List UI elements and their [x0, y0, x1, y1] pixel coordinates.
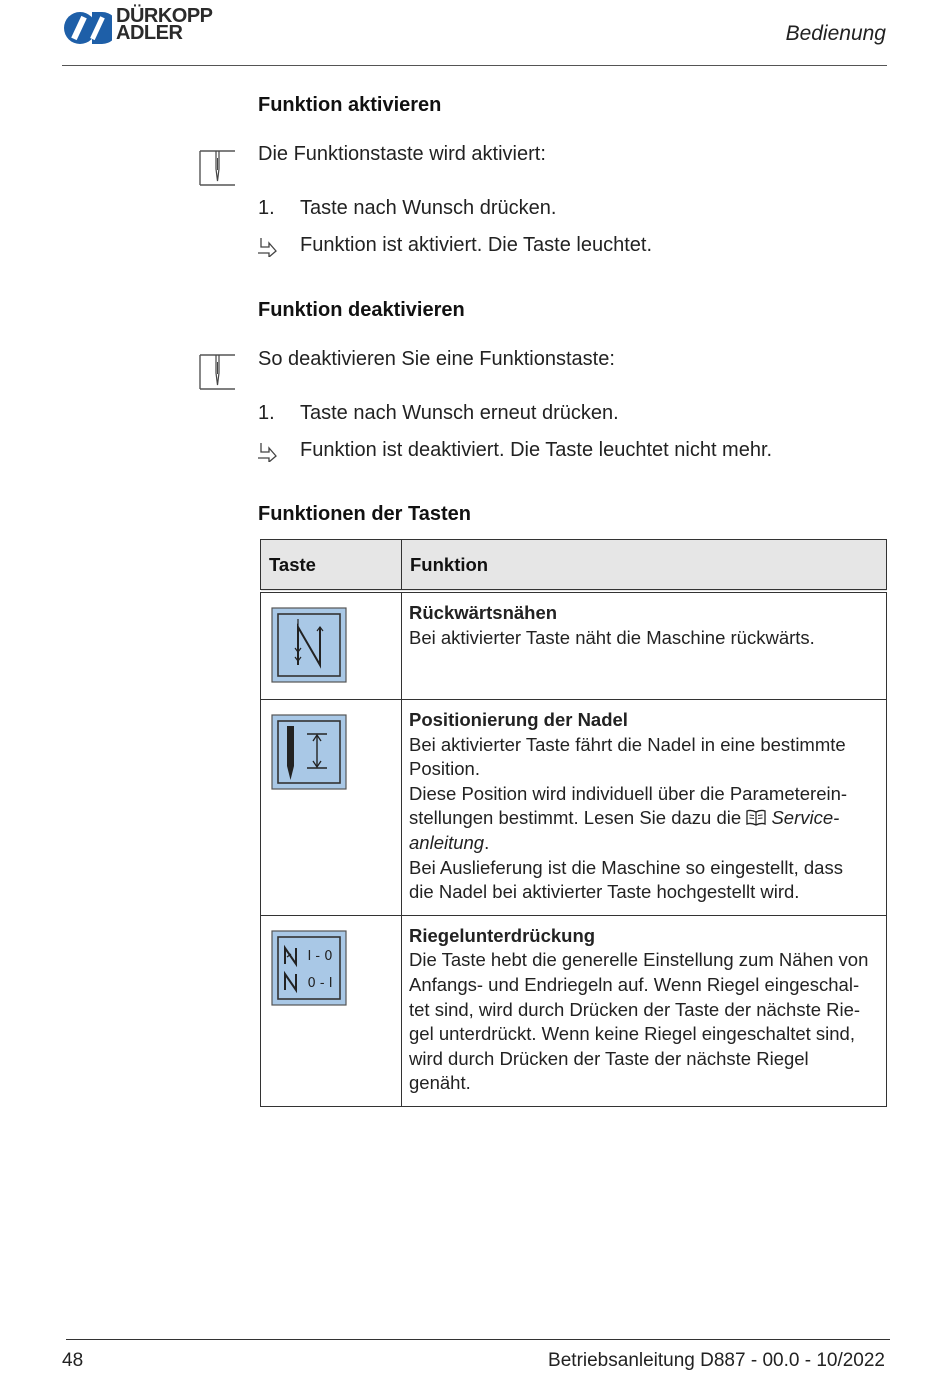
needle-position-key-icon [271, 714, 347, 790]
function-description: die Nadel bei aktivierter Taste hochgestellt wird. [409, 881, 800, 903]
deactivate-step-number: 1. [258, 402, 275, 424]
function-description: Bei aktivierter Taste näht die Maschine rückwärts. [409, 626, 815, 648]
page-number: 48 [62, 1350, 84, 1371]
function-title: Rückwärtsnähen [409, 602, 558, 623]
result-arrow-icon [258, 237, 278, 257]
result-arrow-icon [258, 442, 278, 462]
function-description: Bei aktivierter Taste fährt die Nadel in eine bestimmte [409, 733, 846, 755]
svg-text:I - 0: I - 0 [307, 948, 333, 964]
footer-divider [66, 1339, 890, 1340]
function-cell [402, 915, 887, 1106]
function-title: Positionierung der Nadel [409, 709, 628, 730]
table-row [261, 700, 887, 916]
deactivate-result: Funktion ist deaktiviert. Die Taste leuchtet nicht mehr. [300, 439, 773, 461]
svg-text:0 - I: 0 - I [307, 975, 333, 991]
activate-intro: Die Funktionstaste wird aktiviert: [258, 143, 546, 165]
key-cell [261, 915, 402, 1106]
function-title: Riegelunterdrückung [409, 924, 596, 946]
deactivate-step: Taste nach Wunsch erneut drücken. [300, 402, 619, 424]
functions-table [260, 539, 887, 1107]
column-header-key: Taste [261, 540, 402, 592]
function-description: gel unterdrückt. Wenn keine Riegel eingeschaltet sind, [409, 1023, 855, 1045]
header-divider [62, 65, 887, 66]
service-manual-reference[interactable]: Service- [771, 807, 840, 829]
bartack-suppression-key-icon [271, 930, 347, 1006]
function-description: Die Taste hebt die generelle Einstellung zum Nähen von [409, 949, 869, 971]
function-description: Position. [409, 758, 480, 780]
function-cell [402, 700, 887, 916]
brand-logo [62, 5, 232, 48]
book-icon [746, 809, 766, 826]
key-cell [261, 591, 402, 700]
brand-logo-icon [62, 10, 112, 46]
table-row [261, 915, 887, 1106]
document-id: Betriebsanleitung D887 - 00.0 - 10/2022 [548, 1350, 885, 1371]
function-description: Diese Position wird individuell über die Parameterein- [409, 782, 848, 804]
key-cell [261, 700, 402, 916]
function-description: Bei Auslieferung ist die Maschine so eingestellt, dass [409, 856, 843, 878]
activate-step-number: 1. [258, 197, 275, 219]
heading-functions: Funktionen der Tasten [258, 503, 471, 525]
activate-result: Funktion ist aktiviert. Die Taste leuchtet. [300, 234, 653, 256]
deactivate-intro: So deaktivieren Sie eine Funktionstaste: [258, 348, 615, 370]
brand-name: DÜRKOPP ADLER [116, 5, 213, 44]
function-description: genäht. [409, 1072, 471, 1094]
heading-deactivate: Funktion deaktivieren [258, 299, 465, 321]
function-cell [402, 591, 887, 700]
needle-instruction-icon [198, 352, 236, 390]
function-description: Anfangs- und Endriegeln auf. Wenn Riegel eingeschal- [409, 973, 860, 995]
function-description: stellungen bestimmt. Lesen Sie dazu die Service- [409, 807, 840, 829]
function-description: wird durch Drücken der Taste der nächste Riegel [409, 1047, 809, 1069]
function-description: anleitung. [409, 831, 490, 853]
table-row [261, 591, 887, 700]
service-manual-reference[interactable]: anleitung [409, 831, 485, 853]
heading-activate: Funktion aktivieren [258, 94, 442, 116]
column-header-function: Funktion [402, 540, 887, 592]
activate-step: Taste nach Wunsch drücken. [300, 197, 557, 219]
section-title: Bedienung [785, 22, 886, 45]
function-description: tet sind, wird durch Drücken der Taste der nächste Rie- [409, 998, 861, 1020]
needle-instruction-icon [198, 148, 236, 186]
reverse-sewing-key-icon [271, 607, 347, 683]
